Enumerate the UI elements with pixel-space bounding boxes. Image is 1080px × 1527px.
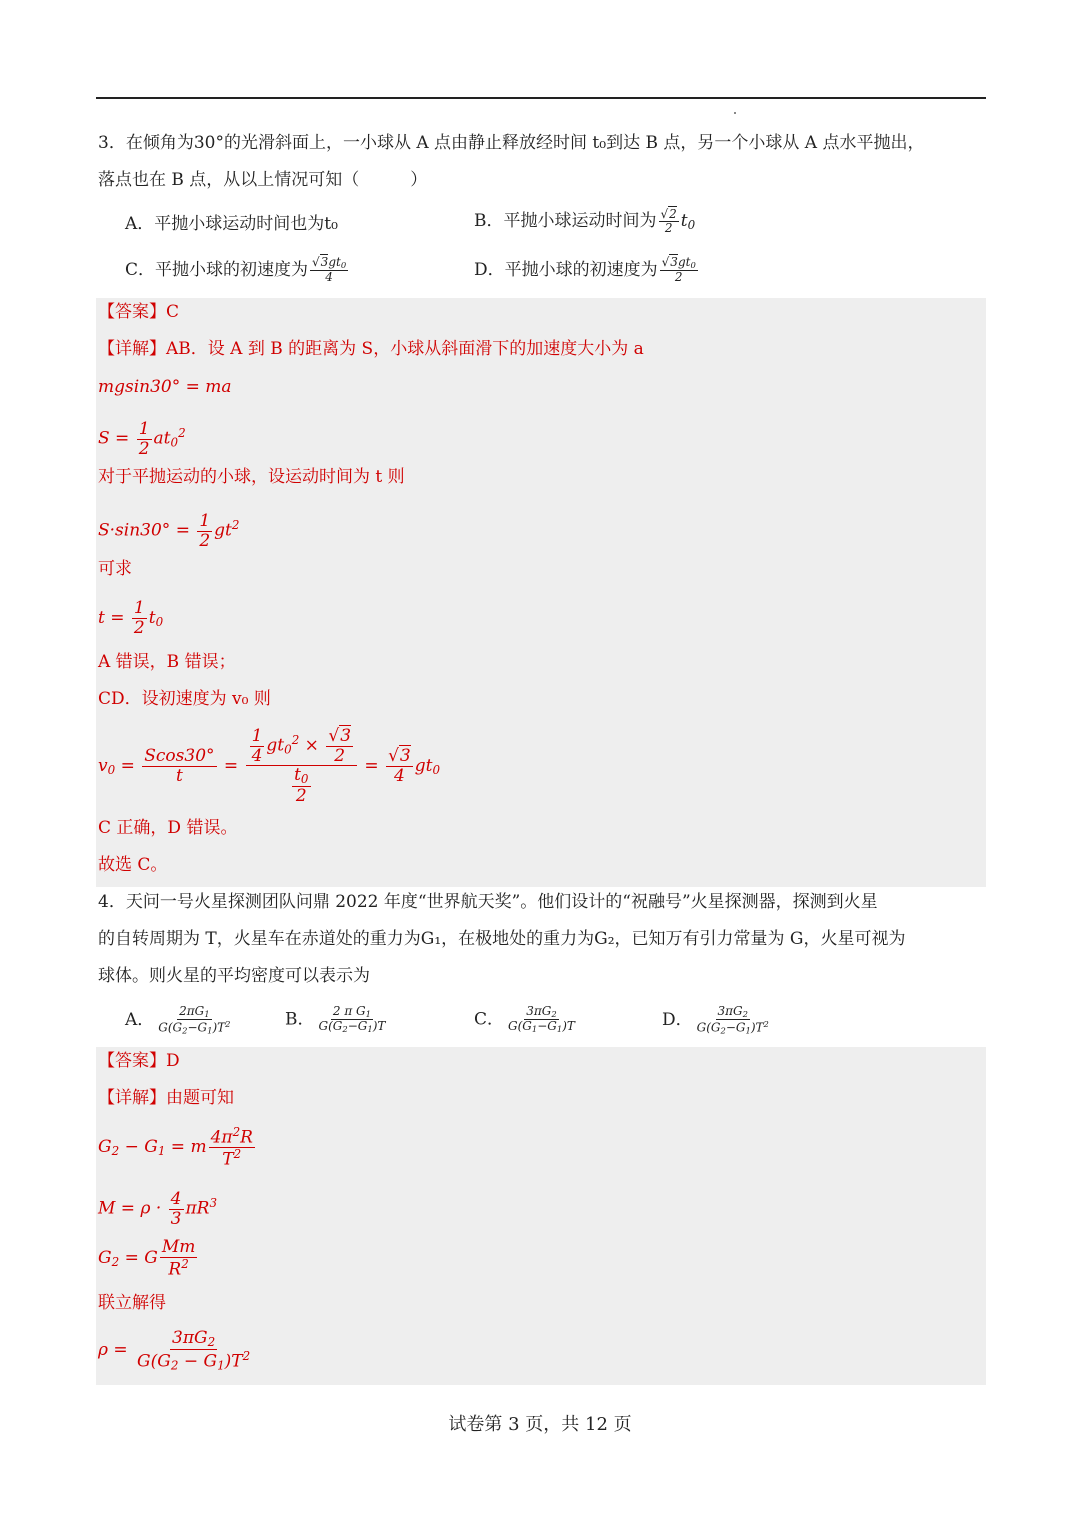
q3-answer: 【答案】C	[98, 302, 180, 322]
q4-option-c: C． $\frac{3\pi G_2}{G(G_1-G_1)T}$	[474, 1004, 575, 1035]
q4-eq1: $G_2 - G_1 = m$ $\frac{4\pi^2R}{T^2}$	[98, 1124, 253, 1170]
q3-line2: 落点也在 B 点，从以上情况可知（ ）	[98, 170, 428, 190]
q3-option-b-label: B．平抛小球运动时间为	[474, 211, 657, 232]
q3-option-d-label: D．平抛小球的初速度为	[474, 259, 658, 280]
q3-eq5: $v_0$ = $\frac{Scos30^\circ}{t}$ = $\frac{1}{4}$ $gt_0^2$ × $\frac{√3}{2}$ $\frac{t_0}{2}$ = $\frac{√3}{4}$ $gt_0$	[98, 725, 441, 807]
q4-option-b-label: B．	[285, 1009, 315, 1030]
q4-option-d-label: D．	[662, 1010, 693, 1031]
q4-option-a-label: A．	[125, 1010, 155, 1031]
q4-line1: 4．天问一号火星探测团队问鼎 2022 年度“世界航天奖”。他们设计的“祝融号”火星探测器，探测到火星	[98, 892, 878, 912]
q3-detail: 【详解】AB．设 A 到 B 的距离为 S，小球从斜面滑下的加速度大小为 a	[98, 339, 644, 359]
q4-eq3: $G_2 = G$ $\frac{Mm}{R^2}$	[98, 1237, 196, 1280]
q3-text-keqiu: 可求	[98, 559, 132, 579]
q3-option-a: A．平抛小球运动时间也为t₀	[125, 214, 338, 234]
q4-line2: 的自转周期为 T，火星车在赤道处的重力为G₁，在极地处的重力为G₂，已知万有引力常量为 G，火星可视为	[98, 929, 906, 949]
q3-eq1: mgsin30° = ma	[98, 377, 232, 397]
page-footer: 试卷第 3 页，共 12 页	[448, 1414, 632, 1435]
q4-answer: 【答案】D	[98, 1051, 180, 1071]
q3-text-cd: CD．设初速度为 v₀ 则	[98, 689, 271, 709]
q3-eq3: S·sin30° = $\frac{1}{2}$ $gt^2$	[98, 510, 240, 551]
q3-line1: 3．在倾角为30°的光滑斜面上，一小球从 A 点由静止释放经时间 t₀到达 B 点，另一个小球从 A 点水平抛出，	[98, 133, 925, 153]
q3-text-plat: 对于平抛运动的小球，设运动时间为 t 则	[98, 467, 405, 487]
q4-eq2: M = ρ · $\frac{4}{3}$ $\pi R^3$	[98, 1188, 218, 1229]
q4-option-a: A． $\frac{2\pi G_1}{G(G_2-G_1)T^2}$	[125, 1004, 231, 1037]
header-rule	[96, 97, 986, 99]
q3-text-ab-wrong: A 错误，B 错误；	[98, 652, 236, 672]
q3-eq4: t = $\frac{1}{2}$ $t_0$	[98, 598, 164, 638]
q3-eq2: S = $\frac{1}{2}$ $at_0^2$	[98, 418, 186, 459]
q4-option-c-label: C．	[474, 1009, 505, 1030]
q4-option-d: D． $\frac{3\pi G_2}{G(G_2-G_1)T^2}$	[662, 1004, 769, 1037]
q3-option-c-label: C．平抛小球的初速度为	[125, 259, 309, 280]
q3-option-c: C．平抛小球的初速度为 $\frac{√3gt_0}{4}$	[125, 255, 347, 285]
q4-eq4: ρ = $\frac{3\pi G_2}{G(G_2 - G_1)T^2}$	[98, 1327, 251, 1373]
q4-text-joint: 联立解得	[98, 1293, 166, 1313]
q4-option-b: B． $\frac{2 \pi G_1}{G(G_2-G_1)T}$	[285, 1004, 386, 1035]
q3-option-d: D．平抛小球的初速度为 $\frac{√3gt_0}{2}$	[474, 255, 696, 285]
speck	[734, 112, 736, 114]
q4-detail: 【详解】由题可知	[98, 1088, 234, 1108]
q3-text-choose: 故选 C。	[98, 855, 168, 875]
q4-line3: 球体。则火星的平均密度可以表示为	[98, 966, 370, 986]
q3-text-c-right: C 正确，D 错误。	[98, 818, 238, 838]
q3-option-b: B．平抛小球运动时间为 $\frac{√2}{2}$ $t_0$	[474, 207, 696, 236]
